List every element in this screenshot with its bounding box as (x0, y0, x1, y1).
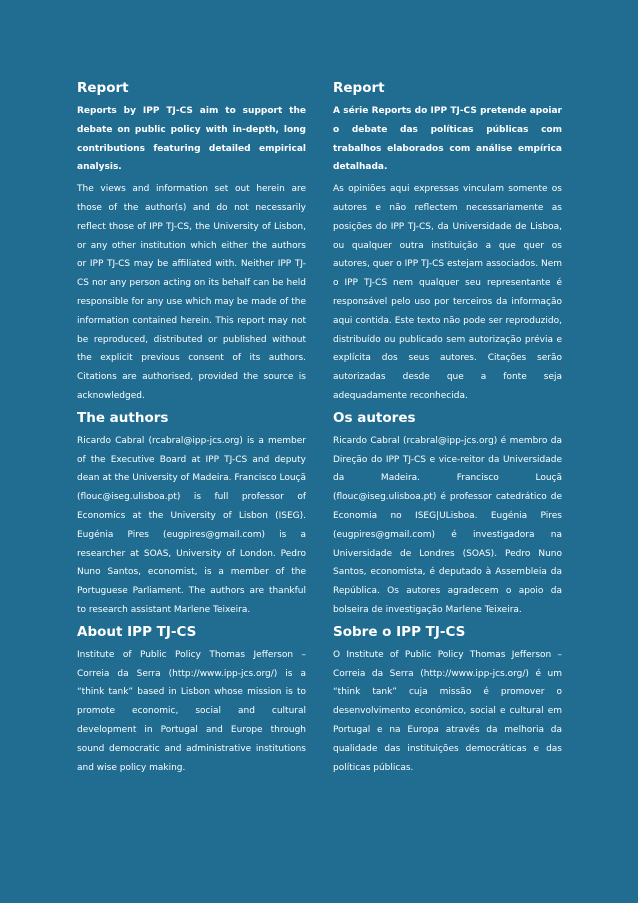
report-lead-en: Reports by IPP TJ-CS aim to support the debate on public policy with in-depth, long contributions featuring detailed empirical analysis. (77, 106, 306, 173)
about-heading-pt: Sobre o IPP TJ-CS (333, 623, 466, 640)
authors-text-en: Ricardo Cabral (rcabral@ipp-jcs.org) is a member of the Executive Board at IPP TJ-CS and deputy dean at the University of Madeira. Francisco Louçã (flouc@iseg.ulisboa.pt) is full professor of Economics at the University of Lisbon (ISEG). Eugénia Pires (eugpires@gmail.com) is a researcher at SOAS, University of London. Pedro Nuno Santos, economist, is a member of the Portuguese Parliament. The authors are thankful to research assistant Marlene Teixeira. (77, 435, 306, 615)
report-section-pt (333, 79, 562, 406)
english-column (77, 79, 306, 780)
authors-text-pt: Ricardo Cabral (rcabral@ipp-jcs.org) é membro da Direção do IPP TJ-CS e vice-reitor da Universidade da Madeira. Francisco Louçã (flouc@iseg.ulisboa.pt) é professor catedrático de Economia no ISEG|ULisboa. Eugénia Pires (eugpires@gmail.com) é investigadora na Universidade de Londres (SOAS). Pedro Nuno Santos, economista, é deputado à Assembleia da República. Os autores agradecem o apoio da bolseira de investigação Marlene Teixeira. (333, 435, 562, 615)
report-heading-pt: Report (333, 80, 385, 96)
about-section-en (77, 623, 306, 778)
authors-section-pt (333, 409, 562, 620)
authors-heading-en: The authors (77, 409, 169, 426)
portuguese-column (333, 79, 562, 780)
about-text-pt: O Institute of Public Policy Thomas Jefferson – Correia da Serra (http://www.ipp-jcs.org/) é um “think tank” cuja missão é promover o desenvolvimento económico, social e cultural em Portugal e na Europa através da melhoria da qualidade das instituições democráticas e das políticas públicas. (333, 649, 562, 773)
report-disclaimer-pt: As opiniões aqui expressas vinculam somente os autores e não reflectem necessariamente as posições do IPP TJ-CS, da Universidade de Lisboa, ou qualquer outra instituição a que quer os autores, quer o IPP TJ-CS estejam associados. Nem o IPP TJ-CS nem qualquer seu representante é responsável pelo uso por terceiros da informação aqui contida. Este texto não pode ser reproduzido, distribuído ou publicado sem autorização prévia e explícita dos seus autores. Citações serão autorizadas desde que a fonte seja adequadamente reconhecida. (333, 184, 562, 401)
report-disclaimer-en: The views and information set out herein are those of the author(s) and do not necessarily reflect those of IPP TJ-CS, the University of Lisbon, or any other institution which either the authors or IPP TJ-CS may be affiliated with. Neither IPP TJ-CS nor any person acting on its behalf can be held responsible for any use which may be made of the information contained herein. This report may not be reproduced, distributed or published without the explicit previous consent of its authors. Citations are authorised, provided the source is acknowledged. (77, 184, 306, 401)
about-heading-en: About IPP TJ-CS (77, 623, 197, 640)
report-heading-en: Report (77, 80, 129, 96)
about-section-pt (333, 623, 562, 778)
authors-section-en (77, 409, 306, 620)
report-section-en (77, 79, 306, 406)
report-lead-pt: A série Reports do IPP TJ-CS pretende apoiar o debate das políticas públicas com trabalhos elaborados com análise empírica detalhada. (333, 106, 562, 173)
authors-heading-pt: Os autores (333, 409, 416, 426)
about-text-en: Institute of Public Policy Thomas Jefferson – Correia da Serra (http://www.ipp-jcs.org/) is a “think tank” based in Lisbon whose mission is to promote economic, social and cultural development in Portugal and Europe through sound democratic and administrative institutions and wise policy making. (77, 649, 306, 773)
